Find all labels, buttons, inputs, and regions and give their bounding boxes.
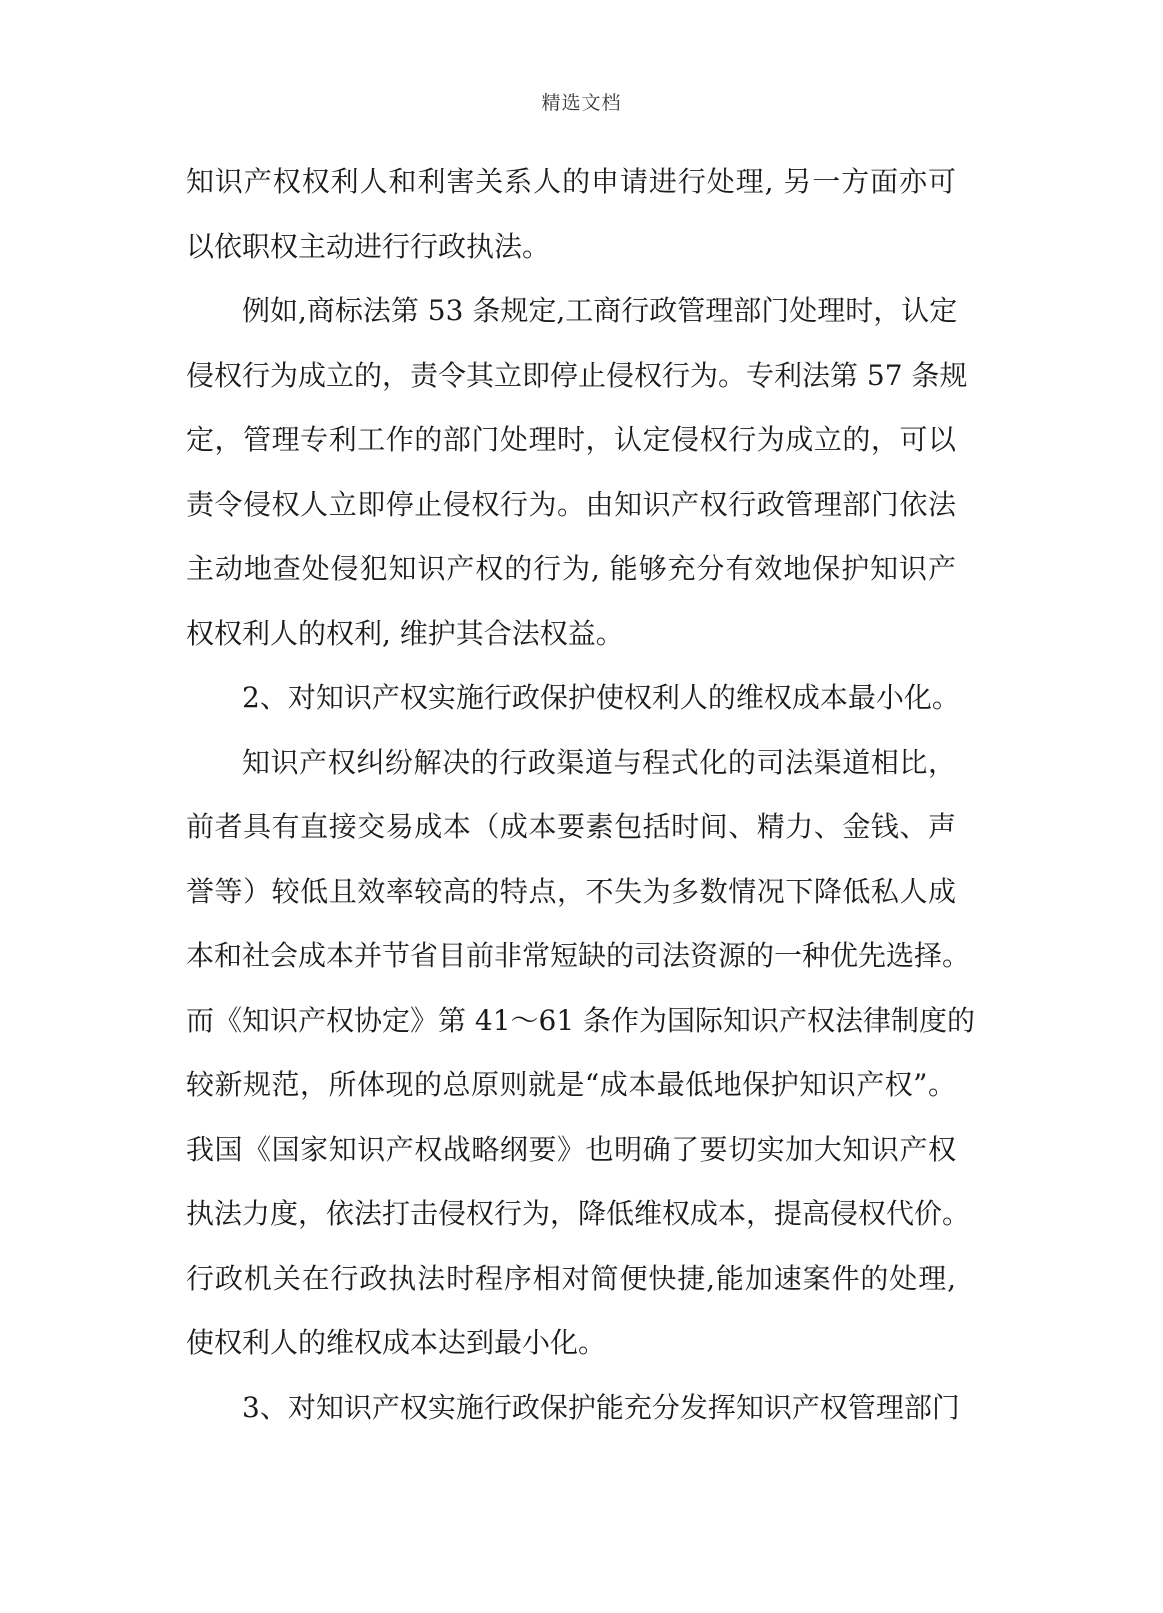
- page-header: 精选文档: [541, 92, 622, 114]
- document-body: [186, 150, 976, 1440]
- text-line: 而《知识产权协定》第 41～61 条作为国际知识产权法律制度的: [186, 1003, 976, 1037]
- section-heading-3: 3、对知识产权实施行政保护能充分发挥知识产权管理部门: [242, 1390, 960, 1424]
- text-line: 权权利人的权利, 维护其合法权益。: [186, 616, 624, 650]
- text-line: 誉等）较低且效率较高的特点，不失为多数情况下降低私人成: [186, 874, 956, 908]
- text-line: 执法力度，依法打击侵权行为，降低维权成本，提高侵权代价。: [186, 1197, 971, 1230]
- text-line: 主动地查处侵犯知识产权的行为, 能够充分有效地保护知识产: [186, 552, 956, 585]
- text-line: 责令侵权人立即停止侵权行为。由知识产权行政管理部门依法: [186, 487, 956, 521]
- text-line: 我国《国家知识产权战略纲要》也明确了要切实加大知识产权: [186, 1132, 956, 1166]
- text-line: 行政机关在行政执法时程序相对简便快捷,能加速案件的处理,: [186, 1261, 956, 1295]
- text-line: 定，管理专利工作的部门处理时，认定侵权行为成立的，可以: [186, 423, 956, 456]
- text-line: 较新规范，所体现的总原则就是“成本最低地保护知识产权”。: [186, 1068, 956, 1101]
- text-line: 使权利人的维权成本达到最小化。: [186, 1326, 607, 1359]
- text-line: 前者具有直接交易成本（成本要素包括时间、精力、金钱、声: [186, 810, 956, 843]
- text-line: 本和社会成本并节省目前非常短缺的司法资源的一种优先选择。: [186, 939, 971, 972]
- text-line: 以依职权主动进行行政执法。: [186, 229, 551, 263]
- text-line: 知识产权纠纷解决的行政渠道与程式化的司法渠道相比，: [242, 745, 956, 779]
- section-heading-2: 2、对知识产权实施行政保护使权利人的维权成本最小化。: [242, 681, 960, 714]
- text-line: 侵权行为成立的，责令其立即停止侵权行为。专利法第 57 条规: [186, 358, 968, 392]
- text-line: 知识产权权利人和利害关系人的申请进行处理, 另一方面亦可: [186, 165, 956, 198]
- text-line: 例如,商标法第 53 条规定,工商行政管理部门处理时，认定: [242, 294, 958, 327]
